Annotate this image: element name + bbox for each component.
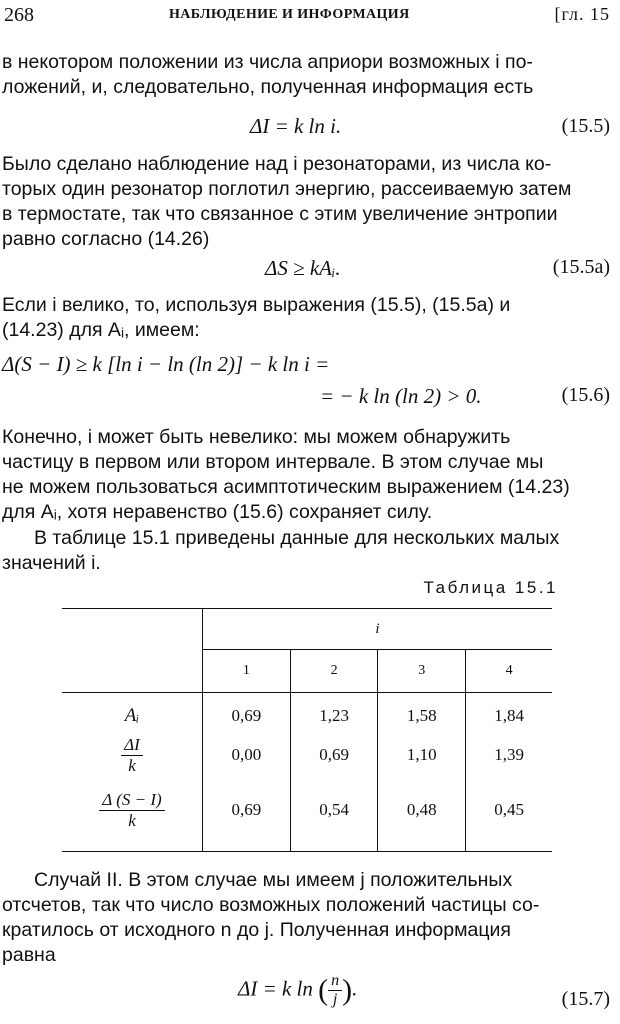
equation-15-6-line-1: Δ(S − I) ≥ k [ln i − ln (ln 2)] − k ln i = [2,352,330,376]
table-cell: 1,39 [466,731,552,779]
paragraph-6 [2,868,616,968]
text-line: в термостате, так что связанное с этим увеличение энтропии [2,203,558,225]
left-paren: ( [318,973,329,1007]
text-line: значений i. [2,552,101,574]
table-cell: 0,00 [203,731,291,779]
fraction-denominator: k [128,755,136,775]
table-row [62,693,552,732]
equation-period: . [352,976,358,1001]
paragraph-5 [2,526,616,576]
column-header: 3 [378,650,466,693]
text-line: Конечно, i может быть невелико: мы можем обнаружить [2,426,511,448]
equation-15-6-line-2: = − k ln (ln 2) > 0. [320,384,482,408]
row-label [62,731,203,779]
table-caption: Таблица 15.1 [423,578,558,597]
fraction-numerator: ΔI [121,735,143,756]
table-cell: 1,84 [466,693,552,732]
text-line: для Aᵢ, хотя неравенство (15.6) сохраняет силу. [2,501,433,523]
text-line: В таблице 15.1 приведены данные для нескольких малых [34,527,560,549]
paragraph-1 [2,50,616,100]
text-line: (14.23) для Aᵢ, имеем: [2,319,200,341]
text-line: ложений, и, следовательно, полученная информация есть [2,76,534,98]
column-header: 1 [203,650,291,693]
running-title: НАБЛЮДЕНИЕ И ИНФОРМАЦИЯ [169,7,410,22]
fraction-denominator: k [128,810,136,830]
equation-number: (15.5a) [552,256,610,278]
text-line: Если i велико, то, используя выражения (15.5), (15.5a) и [2,294,511,316]
text-line: в некотором положении из числа априори возможных i по- [2,51,533,73]
equation-lhs: ΔI = k ln [238,976,313,1001]
column-header: 2 [290,650,378,693]
equation-15-5: ΔI = k ln i. [250,114,342,138]
equation-number: (15.6) [561,384,610,406]
fraction [99,790,164,831]
table-cell: 1,23 [290,693,378,732]
paragraph-3 [2,293,616,343]
equation-number: (15.7) [561,988,610,1010]
text-line: равна [2,944,56,966]
page-number: 268 [4,4,34,26]
fraction-numerator: n [328,972,342,991]
equation-number: (15.5) [561,115,610,137]
equation-15-5a: ΔS ≥ kAᵢ. [265,256,341,280]
paragraph-2 [2,152,616,252]
text-line: не можем пользоваться асимптотическим выражением (14.23) [2,476,570,498]
table-cell: 1,10 [378,731,466,779]
fraction-denominator: j [332,991,338,1008]
table-row [62,731,552,779]
text-line: Случай II. В этом случае мы имеем j положительных [34,869,513,891]
text-line: торых один резонатор поглотил энергию, рассеиваемую затем [2,178,572,200]
page-header [4,4,612,26]
table-cell: 1,58 [378,693,466,732]
row-label [62,779,203,852]
table-cell: 0,45 [466,779,552,852]
table-cell: 0,54 [290,779,378,852]
text-line: отсчетов, так что число возможных положений частицы со- [2,894,540,916]
text-line: равно согласно (14.26) [2,228,210,250]
equation-15-7 [238,972,357,1009]
paragraph-4 [2,425,616,525]
column-group-header: i [203,609,553,650]
column-header: 4 [466,650,552,693]
table-cell: 0,69 [290,731,378,779]
fraction [328,972,342,1009]
table-cell: 0,48 [378,779,466,852]
table-cell: 0,69 [203,779,291,852]
table-cell: 0,69 [203,693,291,732]
text-line: кратилось от исходного n до j. Полученная информация [2,919,511,941]
text-line: частицу в первом или втором интервале. В этом случае мы [2,451,544,473]
table-stub-header [62,609,203,693]
right-paren: ) [342,973,353,1007]
fraction [121,735,143,776]
text-line: Было сделано наблюдение над i резонаторами, из числа ко- [2,153,552,175]
row-label: Aᵢ [124,705,140,726]
chapter-reference: [гл. 15 [554,4,610,24]
fraction-numerator: Δ (S − I) [99,790,164,811]
data-table [62,608,552,852]
table-row [62,779,552,852]
